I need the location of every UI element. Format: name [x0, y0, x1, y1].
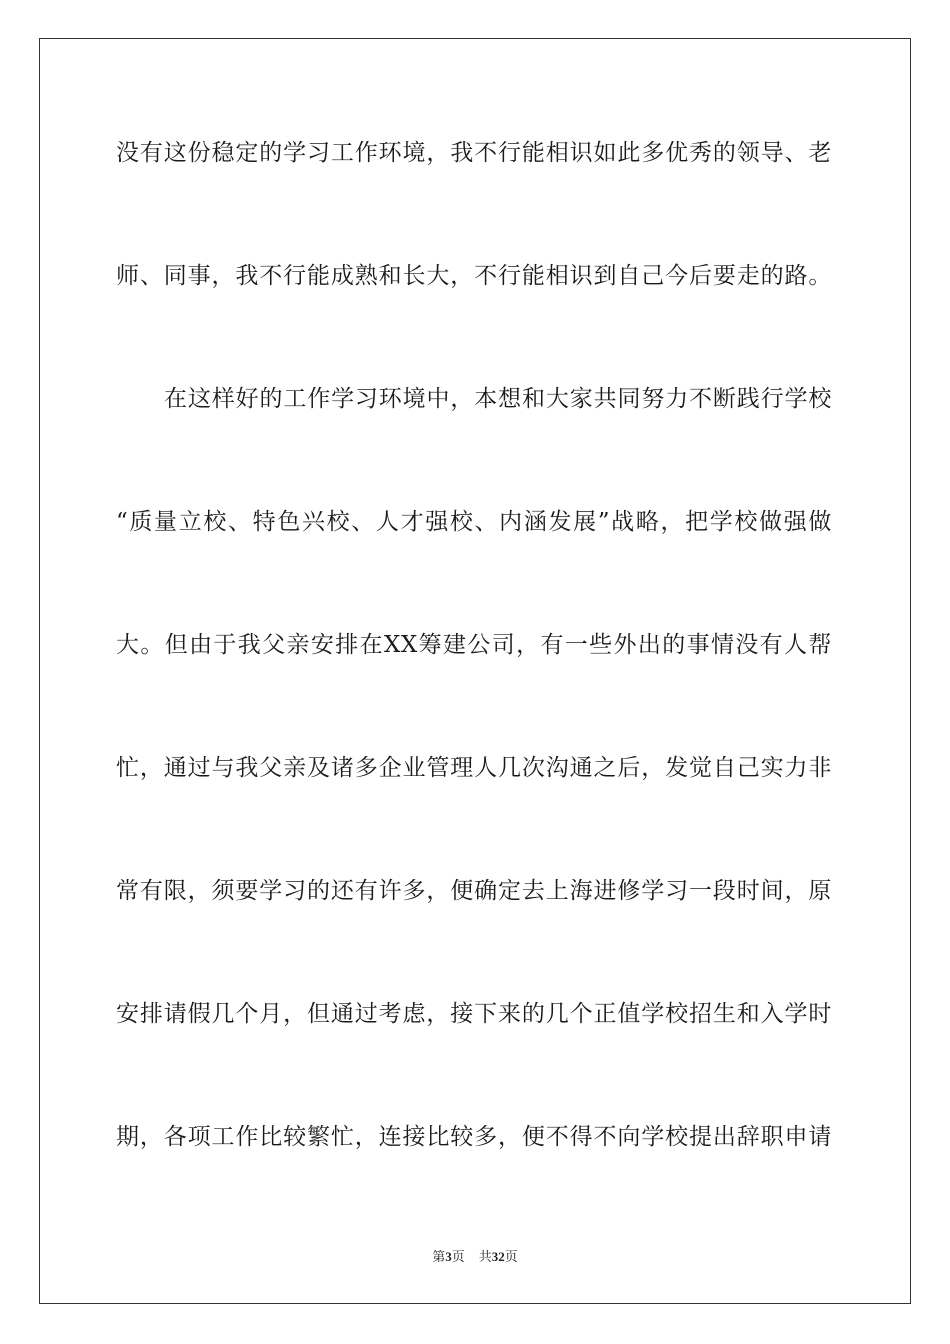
body-text-line: 期，各项工作比较繁忙，连接比较多，便不得不向学校提出辞职申请	[116, 1124, 832, 1150]
total-pages: 32	[491, 1249, 505, 1264]
page-number: 3	[445, 1249, 452, 1264]
body-text-line: 安排请假几个月，但通过考虑，接下来的几个正值学校招生和入学时	[116, 1001, 832, 1027]
page-footer	[0, 1248, 950, 1267]
body-text-line: “质量立校、特色兴校、人才强校、内涵发展”战略，把学校做强做	[116, 509, 832, 535]
body-text-line: 常有限，须要学习的还有许多，便确定去上海进修学习一段时间，原	[116, 878, 832, 904]
total-prefix: 共	[478, 1250, 492, 1265]
body-text-line: 忙，通过与我父亲及诸多企业管理人几次沟通之后，发觉自己实力非	[116, 755, 832, 781]
page-prefix: 第	[432, 1250, 446, 1265]
paragraph-start-line: 在这样好的工作学习环境中，本想和大家共同努力不断践行学校	[164, 386, 832, 412]
body-text-line: 大。但由于我父亲安排在XX筹建公司，有一些外出的事情没有人帮	[116, 632, 832, 658]
total-suffix: 页	[504, 1250, 518, 1265]
page-suffix: 页	[451, 1250, 465, 1265]
body-text-line: 师、同事，我不行能成熟和长大，不行能相识到自己今后要走的路。	[116, 263, 832, 289]
page-border	[39, 38, 911, 1304]
body-text-line: 没有这份稳定的学习工作环境，我不行能相识如此多优秀的领导、老	[116, 140, 832, 166]
